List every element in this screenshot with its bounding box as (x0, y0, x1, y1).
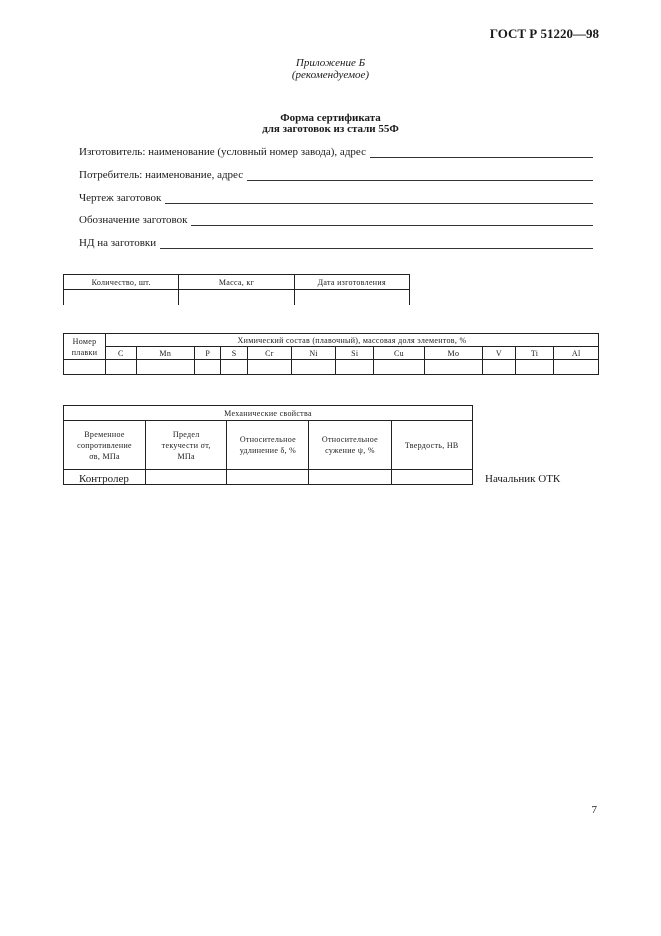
appendix-subtitle: (рекомендуемое) (291, 69, 370, 81)
table-cell (221, 360, 247, 375)
table-cell (424, 360, 483, 375)
element-ni: Ni (292, 347, 336, 360)
table-cell (554, 360, 599, 375)
field-consumer-line (247, 169, 593, 181)
header-yield-line3: МПа (177, 451, 195, 461)
element-mo: Mo (424, 347, 483, 360)
chemical-table (63, 333, 599, 375)
table-cell (294, 290, 409, 306)
table-cell (136, 360, 195, 375)
form-subtitle: для заготовок из стали 55Ф (262, 123, 399, 135)
element-v: V (483, 347, 516, 360)
element-p: P (195, 347, 221, 360)
header-tensile-strength (64, 421, 146, 470)
header-tensile-line3: σв, МПа (89, 451, 120, 461)
element-al: Al (554, 347, 599, 360)
table-cell (195, 360, 221, 375)
table-cell (64, 360, 106, 375)
form-title: Форма сертификата (280, 112, 381, 124)
header-yield-line1: Предел (172, 429, 200, 439)
element-cu: Cu (374, 347, 424, 360)
header-elongation-line2: удлинение δ, % (239, 446, 297, 455)
field-consumer-label: Потребитель: наименование, адрес (79, 169, 244, 181)
table-cell (374, 360, 424, 375)
header-mechanical-properties: Механические свойства (64, 406, 473, 421)
table-cell (515, 360, 554, 375)
header-elongation-line1: Относительное (239, 435, 296, 444)
table-cell (247, 360, 291, 375)
element-si: Si (336, 347, 374, 360)
table-cell (391, 470, 473, 485)
field-drawing (79, 189, 593, 204)
element-s: S (221, 347, 247, 360)
table-cell (64, 290, 179, 306)
signature-controller: Контролер (79, 473, 129, 485)
field-nd-line (160, 237, 593, 249)
table-cell (336, 360, 374, 375)
field-drawing-label: Чертеж заготовок (79, 192, 162, 204)
header-yield-strength (146, 421, 227, 470)
field-designation-label: Обозначение заготовок (79, 214, 188, 226)
page-number: 7 (591, 804, 597, 816)
header-chemical-composition: Химический состав (плавочный), массовая доля элементов, % (106, 334, 599, 347)
header-hardness: Твердость, НВ (391, 421, 473, 470)
signature-otk-head: Начальник ОТК (485, 473, 561, 485)
header-melt-number-line2: плавки (71, 347, 98, 357)
field-manufacturer-label: Изготовитель: наименование (условный номер завода), адрес (79, 146, 366, 158)
quantity-table (63, 274, 410, 305)
field-designation-line (191, 214, 593, 226)
element-c: C (106, 347, 137, 360)
header-elongation (227, 421, 309, 470)
table-cell (146, 470, 227, 485)
standard-number: ГОСТ Р 51220—98 (489, 26, 599, 41)
table-cell (292, 360, 336, 375)
header-tensile-line1: Временное (84, 429, 125, 439)
field-drawing-line (165, 192, 593, 204)
field-manufacturer-line (370, 146, 593, 158)
field-nd (79, 234, 593, 249)
header-reduction-line2: сужение ψ, % (325, 446, 375, 455)
element-cr: Cr (247, 347, 291, 360)
header-reduction-line1: Относительное (321, 435, 379, 444)
header-mass: Масса, кг (179, 275, 294, 290)
field-manufacturer (79, 143, 593, 158)
header-tensile-line2: сопротивление (77, 440, 132, 450)
table-cell (106, 360, 137, 375)
header-yield-line2: текучести σт, (161, 440, 211, 450)
header-melt-number (64, 334, 106, 360)
header-date: Дата изготовления (294, 275, 409, 290)
table-cell (309, 470, 391, 485)
header-melt-number-line1: Номер (72, 336, 97, 346)
appendix-title: Приложение Б (295, 57, 366, 69)
element-ti: Ti (515, 347, 554, 360)
element-mn: Mn (136, 347, 195, 360)
field-designation (79, 211, 593, 226)
field-consumer (79, 166, 593, 181)
table-cell (227, 470, 309, 485)
header-quantity: Количество, шт. (64, 275, 179, 290)
table-cell (483, 360, 516, 375)
header-reduction (309, 421, 391, 470)
table-cell (179, 290, 294, 306)
field-nd-label: НД на заготовки (79, 237, 157, 249)
